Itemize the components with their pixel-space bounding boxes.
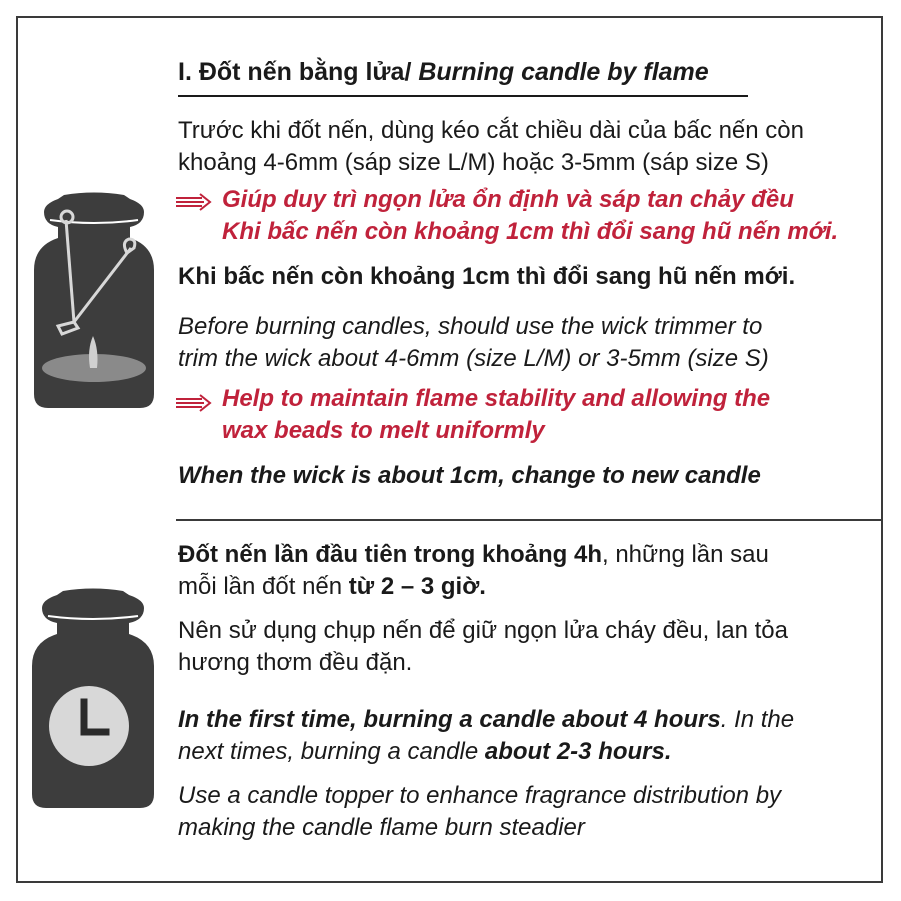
section-divider [176,519,883,521]
vi-topper-line2: hương thơm đều đặn. [178,649,413,676]
vi-topper-line1: Nên sử dụng chụp nến để giữ ngọn lửa cháy đều, lan tỏa [178,617,788,644]
candle-jar-clock-icon [28,586,158,812]
en-instruction-line2: trim the wick about 4-6mm (size L/M) or 3-5mm (size S) [178,345,769,372]
vi-burn-first-time: Đốt nến lần đầu tiên trong khoảng 4h [178,541,602,568]
heading-vi: I. Đốt nến bằng lửa/ [178,58,419,86]
en-instruction-line1: Before burning candles, should use the wick trimmer to [178,313,763,340]
heading-underline [178,95,748,97]
en-burn-time-line2 [178,736,672,768]
en-burn-duration: about 2-3 hours. [484,738,672,765]
en-note-line1: Help to maintain flame stability and allowing the [222,385,771,412]
vi-burn-next-text: , những lần sau [602,541,769,568]
arrow-icon [176,192,216,212]
vi-burn-duration: từ 2 – 3 giờ. [348,573,486,600]
vi-note-line1: Giúp duy trì ngọn lửa ổn định và sáp tan chảy đều [222,186,794,213]
en-burn-each-text: next times, burning a candle [178,738,485,765]
arrow-icon [176,393,216,413]
en-topper-line2: making the candle flame burn steadier [178,814,585,841]
candle-jar-trimmer-icon [30,190,158,412]
heading-en: Burning candle by flame [418,58,709,86]
en-burn-first-time: In the first time, burning a candle about 4 hours [178,706,721,733]
vi-burn-time-line2 [178,571,486,603]
section1-heading [178,58,709,87]
vi-burn-each-text: mỗi lần đốt nến [178,573,349,600]
en-note-line2: wax beads to melt uniformly [222,417,545,444]
vi-burn-time-line1 [178,539,769,571]
vi-instruction-line2: khoảng 4-6mm (sáp size L/M) hoặc 3-5mm (sáp size S) [178,149,769,176]
en-burn-time-line1 [178,704,794,736]
vi-bold-line: Khi bấc nến còn khoảng 1cm thì đổi sang hũ nến mới. [178,263,796,290]
en-topper-line1: Use a candle topper to enhance fragrance distribution by [178,782,782,809]
en-burn-next-text: . In the [720,706,795,733]
vi-note-line2: Khi bấc nến còn khoảng 1cm thì đổi sang hũ nến mới. [222,218,839,245]
vi-instruction-line1: Trước khi đốt nến, dùng kéo cắt chiều dài của bấc nến còn [178,117,804,144]
en-bold-line: When the wick is about 1cm, change to new candle [178,462,761,489]
